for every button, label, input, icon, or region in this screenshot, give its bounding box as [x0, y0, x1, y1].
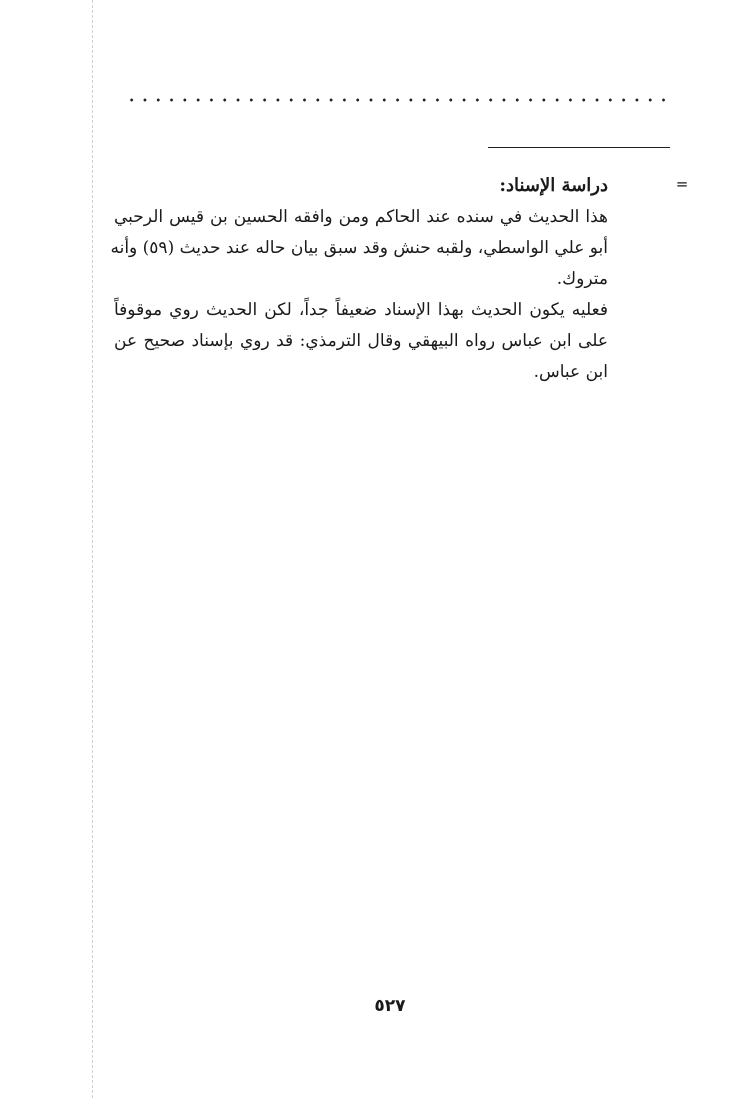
continuation-marker: =: [675, 175, 689, 193]
section-heading: دراسة الإسناد:: [499, 175, 608, 196]
text-line: على ابن عباس رواه البيهقي وقال الترمذي: قد روي بإسناد صحيح عن: [114, 331, 608, 351]
text-line: أبو علي الواسطي، ولقبه حنش وقد سبق بيان حاله عند حديث (٥٩) وأنه: [110, 238, 608, 258]
text-line: فعليه يكون الحديث بهذا الإسناد ضعيفاً جداً، لكن الحديث روي موقوفاً: [114, 300, 608, 320]
footnote-body: [110, 170, 608, 388]
text-line: هذا الحديث في سنده عند الحاكم ومن وافقه الحسين بن قيس الرحبي: [114, 207, 608, 227]
page-number: ٥٢٧: [374, 996, 406, 1016]
paragraph: [114, 295, 608, 388]
text-line: متروك.: [556, 269, 608, 289]
dotted-separator: [125, 96, 670, 104]
text-line: ابن عباس.: [533, 362, 608, 382]
footnote-separator-line: [488, 147, 670, 148]
page-edge-line: [92, 0, 93, 1098]
paragraph: [110, 202, 608, 295]
